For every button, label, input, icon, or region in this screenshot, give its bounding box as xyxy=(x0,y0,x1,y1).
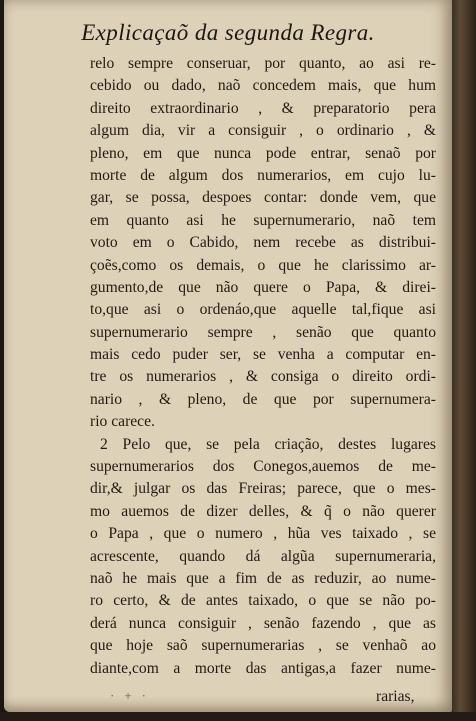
text-line: 2 Pelo que, se pela criação, destes lugares xyxy=(100,435,436,453)
text-line: mo auemos de dizer delles, & q̃ o não querer xyxy=(90,502,436,520)
text-line: derá nunca consiguir , senão fazendo , que as xyxy=(90,614,436,632)
text-line: mais cedo puder ser, se venha a computar en- xyxy=(90,346,436,364)
text-line: dir,& julgar os das Freiras; parece, que o mes- xyxy=(90,480,436,498)
text-line: nario , & pleno, de que por supernumera- xyxy=(90,390,436,408)
text-line: cebido ou dado, naõ concedem mais, que hum xyxy=(90,77,436,95)
book-page xyxy=(4,0,452,712)
text-line: to,que asi o ordenáo,que aquelle tal,fique asi xyxy=(90,301,436,319)
text-line: tre os numerarios , & consiga o direito ordi- xyxy=(90,368,436,386)
text-line: o Papa , que o numero , hũa ves taixado , se xyxy=(90,525,436,543)
text-line: naõ he mais que a fim de as reduzir, ao nume- xyxy=(90,569,436,587)
text-line: gar, se possa, despoes contar: donde vem, que xyxy=(90,189,436,207)
text-line: supernumerario sempre , senão que quanto xyxy=(90,323,436,341)
text-line: supernumerarios dos Conegos,auemos de me- xyxy=(90,458,436,476)
page-bottom-edge xyxy=(0,712,476,721)
text-line: relo sempre conseruar, por quanto, ao asi re- xyxy=(90,55,436,72)
text-line: que hoje saõ supernumerarias , se venhaõ ao xyxy=(90,637,436,655)
text-line: direito extraordinario , & preparatorio pera xyxy=(90,99,436,117)
text-line: voto em o Cabido, nem recebe as distribui- xyxy=(90,234,436,252)
catchword: rarias, xyxy=(376,688,415,705)
text-line: morte de algum dos numerarios, em cujo lu- xyxy=(90,166,436,184)
text-line: çoẽs,como os demais, o que he clarissimo ar- xyxy=(90,256,436,274)
text-line: acrescente, quando dá algũa supernumeraria, xyxy=(90,547,436,565)
text-line: algum dia, vir a consiguir , o ordinario , & xyxy=(90,122,436,140)
ink-smudge: ·+· xyxy=(110,688,156,703)
text-line: rio carece. xyxy=(90,413,155,431)
body-text xyxy=(90,53,436,680)
page-gutter-edge xyxy=(452,0,476,721)
text-line: pleno, em que nunca pode entrar, senaõ por xyxy=(90,144,436,162)
text-line: ro certo, & de antes taixado, o que se não po- xyxy=(90,592,436,610)
text-line: gumento,de que não quere o Papa, & direi- xyxy=(90,278,436,296)
text-line: em quanto asi he supernumerario, naõ tem xyxy=(90,211,436,229)
running-header: Explicaçaõ da segunda Regra. xyxy=(81,20,375,45)
text-line: diante,com a morte das antigas,a fazer nume- xyxy=(90,659,436,677)
